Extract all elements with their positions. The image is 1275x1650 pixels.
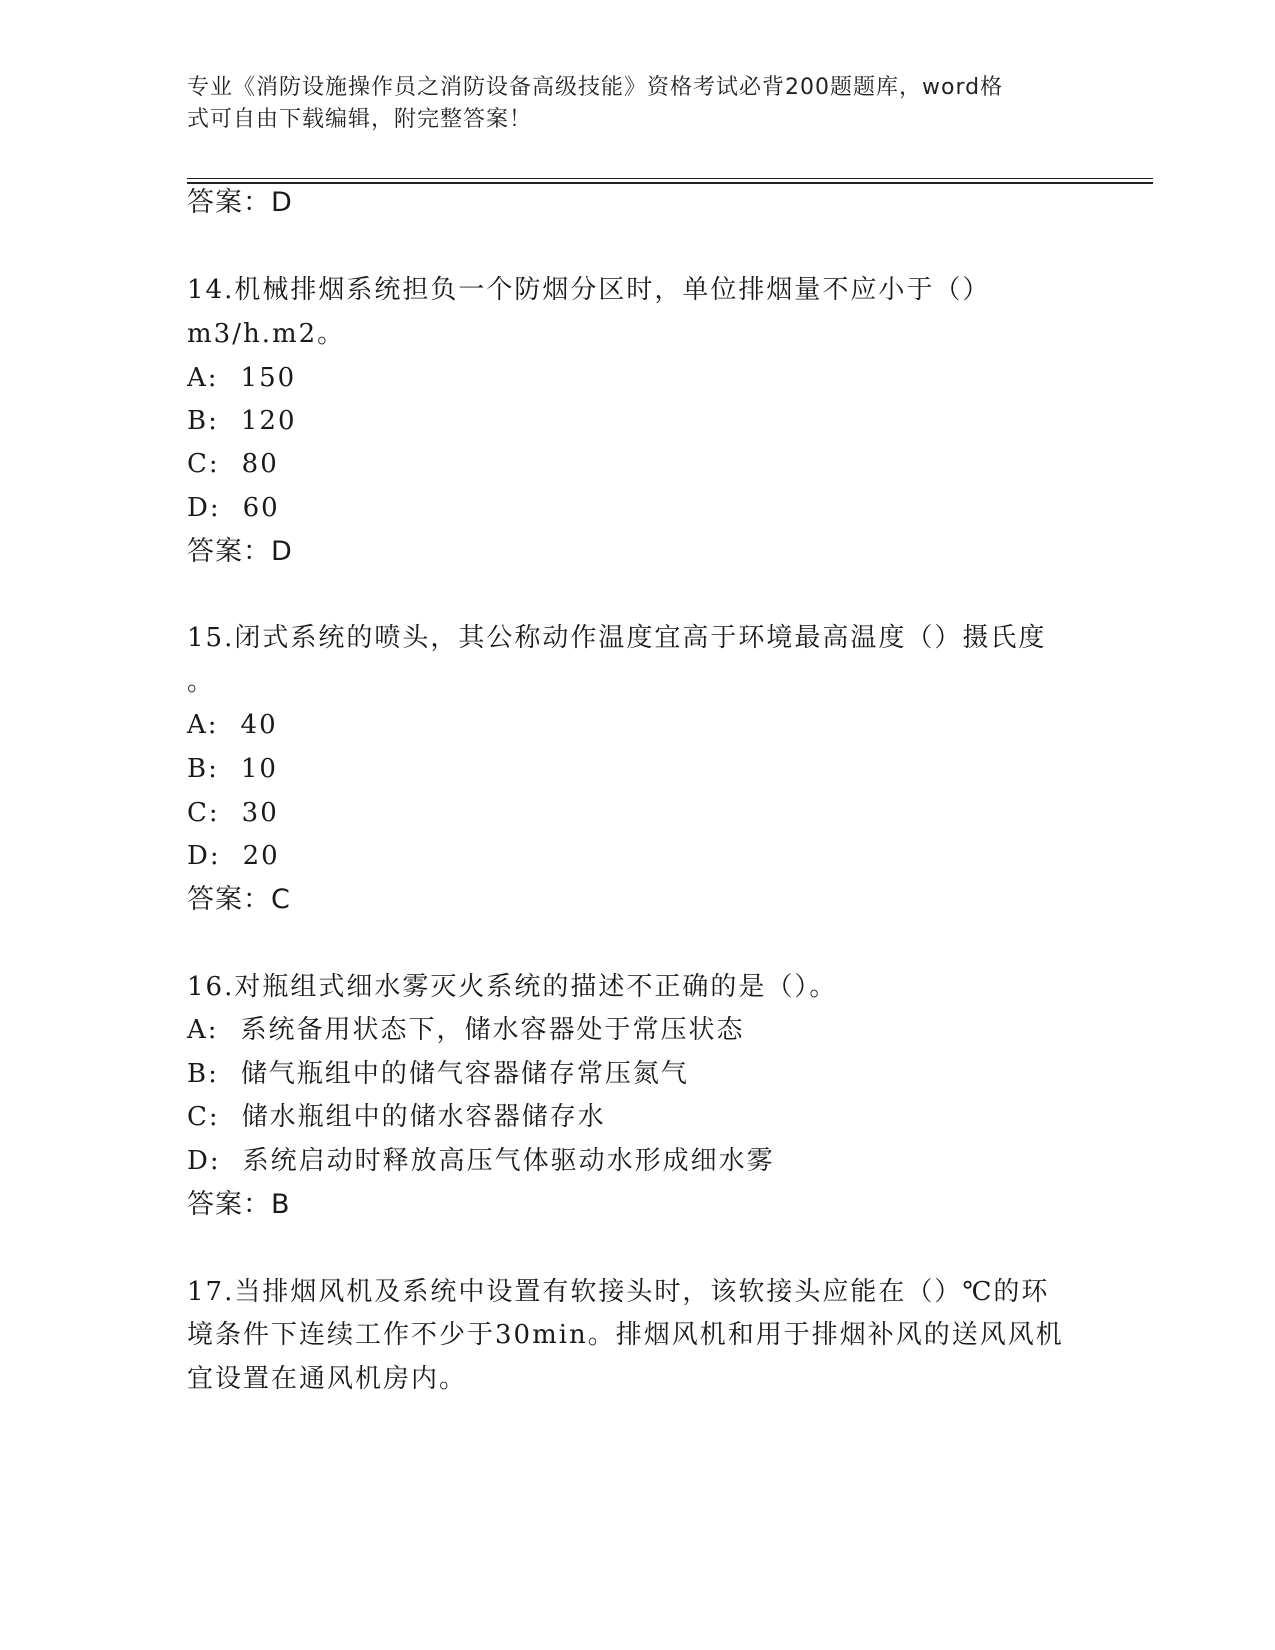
option-label: D: xyxy=(187,841,221,871)
question-14-option-b xyxy=(187,404,297,438)
option-text: 60 xyxy=(242,493,280,523)
option-label: C: xyxy=(187,449,220,479)
option-text: 80 xyxy=(241,449,279,479)
option-label: A: xyxy=(187,710,219,740)
option-label: A: xyxy=(187,363,219,393)
option-label: B: xyxy=(187,406,219,436)
question-17-stem-line-2: 境条件下连续工作不少于30min。排烟风机和用于排烟补风的送风风机 xyxy=(187,1320,1064,1350)
question-15-option-d xyxy=(187,839,280,873)
option-text: 储水瓶组中的储水容器储存水 xyxy=(241,1102,606,1132)
document-header xyxy=(187,72,1067,136)
option-text: 储气瓶组中的储气容器储存常压氮气 xyxy=(240,1059,689,1089)
option-label: D: xyxy=(187,493,221,523)
header-divider-thick xyxy=(187,182,1153,184)
header-divider-thin xyxy=(187,178,1153,179)
question-14-option-a xyxy=(187,361,296,395)
option-text: 10 xyxy=(240,754,278,784)
option-label: C: xyxy=(187,1102,220,1132)
question-15-option-b xyxy=(187,752,278,786)
option-label: B: xyxy=(187,1059,219,1089)
header-line-2: 式可自由下载编辑，附完整答案！ xyxy=(187,107,533,132)
question-14-option-c xyxy=(187,447,279,481)
option-text: 120 xyxy=(240,406,297,436)
question-14-stem-line-2: m3/h.m2。 xyxy=(187,319,346,349)
option-text: 150 xyxy=(240,363,297,393)
option-text: 40 xyxy=(240,710,278,740)
question-14-answer: 答案：D xyxy=(187,536,293,567)
question-17-stem-line-1: 17.当排烟风机及系统中设置有软接头时，该软接头应能在（）℃的环 xyxy=(187,1277,1050,1307)
question-14-stem-line-1: 14.机械排烟系统担负一个防烟分区时，单位排烟量不应小于（） xyxy=(187,275,991,305)
question-14-option-d xyxy=(187,491,280,525)
option-text: 30 xyxy=(241,798,279,828)
option-text: 系统备用状态下，储水容器处于常压状态 xyxy=(240,1015,745,1045)
question-15-option-c xyxy=(187,796,279,830)
question-15-answer: 答案：C xyxy=(187,884,291,915)
question-15-stem-line-1: 15.闭式系统的喷头，其公称动作温度宜高于环境最高温度（）摄氏度 xyxy=(187,623,1047,653)
question-17-stem-line-3: 宜设置在通风机房内。 xyxy=(187,1364,468,1394)
previous-answer: 答案：D xyxy=(187,187,293,218)
question-15-option-a xyxy=(187,708,278,742)
option-label: B: xyxy=(187,754,219,784)
option-label: A: xyxy=(187,1015,219,1045)
option-text: 20 xyxy=(242,841,280,871)
question-16-option-c xyxy=(187,1100,606,1134)
header-line-1: 专业《消防设施操作员之消防设备高级技能》资格考试必背200题题库，word格 xyxy=(187,75,1004,100)
option-label: D: xyxy=(187,1146,221,1176)
question-16-answer: 答案：B xyxy=(187,1189,291,1220)
option-label: C: xyxy=(187,798,220,828)
question-16-option-d xyxy=(187,1144,775,1178)
question-16-option-a xyxy=(187,1013,745,1047)
option-text: 系统启动时释放高压气体驱动水形成细水雾 xyxy=(242,1146,775,1176)
question-16-option-b xyxy=(187,1057,689,1091)
question-16-stem-line-1: 16.对瓶组式细水雾灭火系统的描述不正确的是（）。 xyxy=(187,972,838,1002)
question-15-stem-line-2: 。 xyxy=(187,667,216,697)
